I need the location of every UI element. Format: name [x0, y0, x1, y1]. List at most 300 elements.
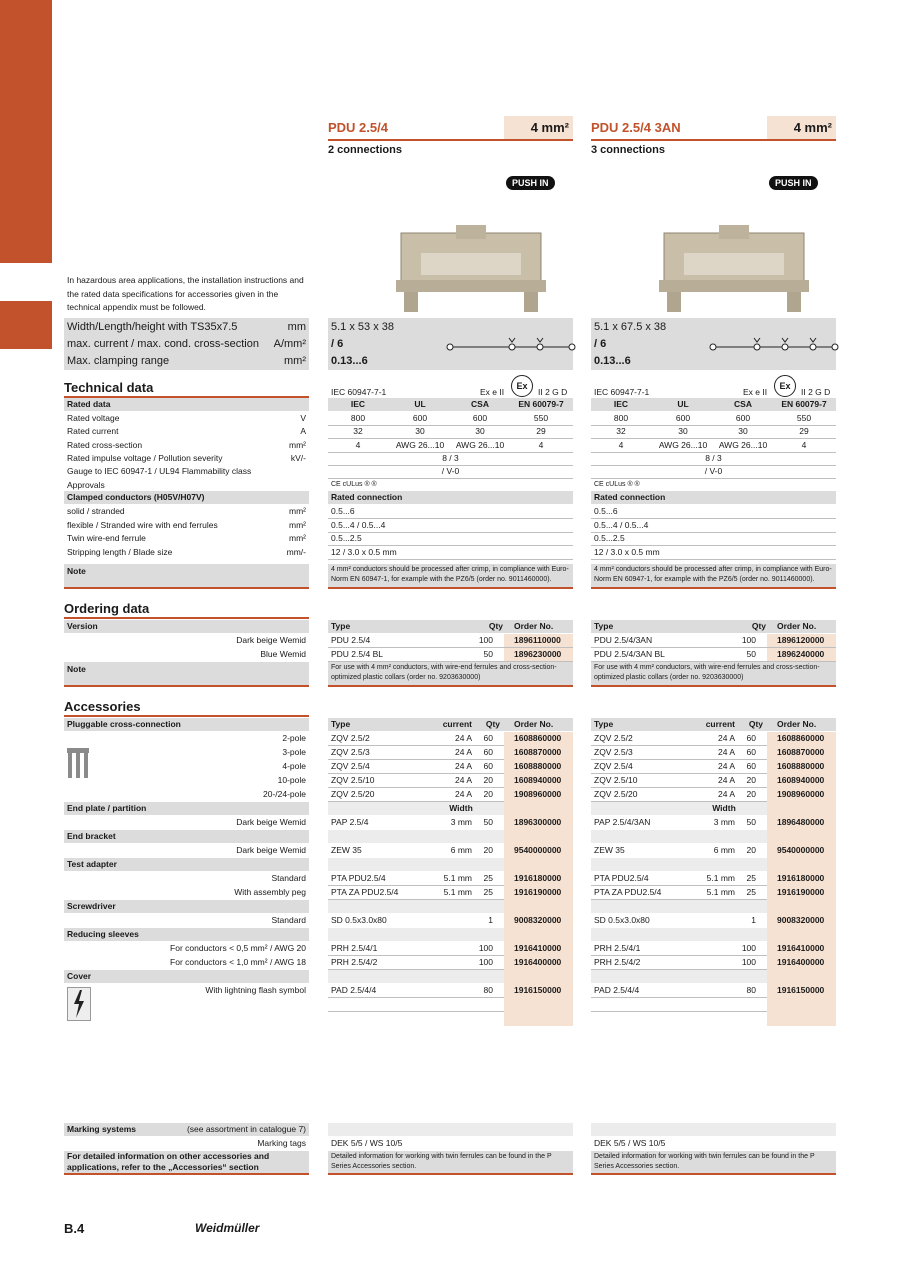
- ordering-col-qty: Qty: [751, 621, 766, 631]
- acc-current: 24 A: [454, 761, 472, 771]
- endplate-order: 1896480000: [777, 817, 825, 827]
- page-number: B.4: [64, 1221, 85, 1236]
- accessory-separator-bg: [591, 830, 767, 843]
- acc-current: 24 A: [717, 761, 735, 771]
- tech-note-text: 4 mm² conductors should be processed after crimp, in compliance with Euro-Norm EN 60947-1, for example with the PZ6/5 (order no. 9011460000).: [331, 566, 569, 583]
- clamped-unit: mm²: [289, 533, 306, 543]
- tech-value: 30: [738, 426, 748, 437]
- clamped-unit: mm²: [289, 519, 306, 530]
- ordering-title-rule: [64, 617, 309, 619]
- sleeve-order: 1916400000: [514, 957, 562, 967]
- ordering-note-rule: [328, 685, 573, 687]
- cover-qty: 80: [746, 985, 756, 995]
- row-separator: [591, 969, 767, 970]
- row-separator: [591, 899, 767, 900]
- sidebar-tab: [0, 0, 52, 263]
- testadapter-qty: 25: [483, 873, 493, 883]
- section-letter: [0, 301, 52, 349]
- version-header-bg: [64, 620, 309, 633]
- tech-value: 30: [678, 426, 688, 437]
- tech-value: 600: [675, 413, 691, 423]
- dims-unit: A/mm²: [273, 338, 306, 350]
- technical-data-title: Technical data: [64, 380, 154, 395]
- pole-label: 4-pole: [282, 761, 306, 771]
- acc-col-type: Type: [331, 719, 351, 729]
- acc-current: 24 A: [454, 775, 472, 785]
- order-number: 1896240000: [777, 649, 825, 659]
- screwdriver-qty: 1: [751, 915, 756, 925]
- endplate-type: PAP 2.5/4: [331, 817, 369, 827]
- cross-connection-pin-icon: [84, 753, 88, 778]
- clamped-value: 0.5...2.5: [331, 533, 362, 543]
- approval-marks: CE cULus ® ®: [331, 481, 377, 488]
- sleeve-order: 1916410000: [514, 943, 562, 953]
- tech-value: 29: [799, 426, 809, 437]
- tech-row-unit: V: [300, 413, 306, 423]
- pole-label: 10-pole: [277, 775, 306, 785]
- accessory-separator-bg: [328, 928, 504, 941]
- row-separator: [591, 559, 836, 560]
- dims-value: 5.1 x 67.5 x 38: [594, 321, 667, 333]
- tech-value: 600: [472, 413, 488, 423]
- tech-note-label: Note: [67, 566, 86, 576]
- marking-rule: [64, 1173, 309, 1175]
- tech-value: 30: [475, 426, 485, 437]
- cover-type: PAD 2.5/4/4: [331, 985, 377, 995]
- clamped-value: 0.5...4 / 0.5...4: [594, 519, 649, 530]
- testadapter-order: 1916180000: [514, 873, 562, 883]
- ex-symbol-icon: Ex: [511, 375, 533, 397]
- accessory-section-label: End plate / partition: [67, 803, 147, 813]
- sleeve-qty: 100: [478, 943, 493, 953]
- acc-qty: 60: [746, 733, 756, 743]
- tech-value: 600: [735, 413, 751, 423]
- testadapter-type: PTA ZA PDU2.5/4: [331, 887, 399, 897]
- tech-value: 800: [613, 413, 629, 423]
- accessory-separator-bg: [591, 970, 767, 983]
- acc-qty: 20: [746, 789, 756, 799]
- tech-value: 550: [533, 413, 549, 423]
- clamped-value: 0.5...6: [331, 506, 355, 516]
- tech-note-label-bg: [64, 564, 309, 587]
- rated-connection-header: Rated connection: [331, 492, 403, 502]
- tech-note-rule: [591, 587, 836, 589]
- acc-col-qty: Qty: [485, 719, 500, 729]
- tech-value: 30: [415, 426, 425, 437]
- push-in-logo: PUSH IN: [769, 176, 818, 190]
- endbracket-type: ZEW 35: [594, 845, 625, 855]
- endplate-width: 3 mm: [713, 817, 735, 827]
- acc-order-number: 1908960000: [514, 789, 562, 799]
- marking-label: Marking systems: [67, 1124, 136, 1134]
- sleeves-desc: For conductors < 0,5 mm² / AWG 20: [170, 943, 306, 953]
- version-name: Blue Wemid: [260, 649, 306, 659]
- row-separator: [591, 1011, 767, 1012]
- tech-value: 600: [412, 413, 428, 423]
- acc-qty: 60: [746, 747, 756, 757]
- order-type: PDU 2.5/4/3AN: [594, 635, 653, 645]
- testadapter-qty: 25: [746, 873, 756, 883]
- endbracket-order: 9540000000: [514, 845, 562, 855]
- sleeve-order: 1916410000: [777, 943, 825, 953]
- acc-order-number: 1608870000: [777, 747, 825, 757]
- acc-col-order: Order No.: [514, 719, 554, 729]
- testadapter-order: 1916190000: [777, 887, 825, 897]
- acc-current: 24 A: [454, 747, 472, 757]
- pole-label: 20-/24-pole: [262, 789, 306, 799]
- acc-current: 24 A: [717, 789, 735, 799]
- endbracket-desc: Dark beige Wemid: [236, 845, 306, 855]
- row-separator: [591, 997, 767, 998]
- accessory-separator-bg: [328, 858, 504, 871]
- acc-qty: 20: [483, 775, 493, 785]
- acc-current: 24 A: [717, 775, 735, 785]
- acc-qty: 60: [483, 761, 493, 771]
- marking-tags-value: DEK 5/5 / WS 10/5: [594, 1138, 666, 1148]
- acc-type: ZQV 2.5/2: [594, 733, 633, 743]
- accessory-separator-bg: [591, 928, 767, 941]
- row-separator: [591, 532, 836, 533]
- endplate-qty: 50: [483, 817, 493, 827]
- clamp-value: 0.13...6: [594, 355, 631, 367]
- tech-row-unit: kV/-: [290, 452, 306, 463]
- order-number: 1896120000: [777, 635, 825, 645]
- standard-label: IEC 60947-7-1: [331, 387, 387, 397]
- detail-text: Detailed information for working with twin ferrules can be found in the P Series Accessories section.: [594, 1153, 815, 1170]
- tech-value: 4: [355, 439, 361, 450]
- tech-row-label: Rated cross-section: [67, 439, 143, 450]
- tech-row-label: Approvals: [67, 479, 105, 490]
- screwdriver-type: SD 0.5x3.0x80: [331, 915, 387, 925]
- tech-value: AWG 26...10: [455, 439, 505, 450]
- marking-bg: [591, 1123, 836, 1136]
- version-name: Dark beige Wemid: [236, 635, 306, 645]
- tech-col-header: CSA: [734, 399, 752, 409]
- acc-order-number: 1608940000: [777, 775, 825, 785]
- tech-row-label: Rated impulse voltage / Pollution severity: [67, 452, 223, 463]
- endplate-qty: 50: [746, 817, 756, 827]
- rated-data-header: Rated data: [67, 399, 111, 409]
- tech-row-label: Rated current: [67, 426, 119, 437]
- tech-col-header: CSA: [471, 399, 489, 409]
- testadapter-width: 5.1 mm: [443, 873, 472, 883]
- tech-note-rule: [64, 587, 309, 589]
- endbracket-width: 6 mm: [713, 845, 735, 855]
- endbracket-width: 6 mm: [450, 845, 472, 855]
- accessory-section-label: End bracket: [67, 831, 116, 841]
- current-value: / 6: [331, 338, 344, 350]
- testadapter-desc: With assembly peg: [234, 887, 306, 897]
- sleeve-qty: 100: [741, 957, 756, 967]
- marking-tags-label: Marking tags: [257, 1138, 306, 1148]
- brand-logo: Weidmüller: [195, 1221, 260, 1235]
- tech-row-label: Rated voltage: [67, 413, 120, 423]
- tech-value: 4: [801, 439, 807, 450]
- clamped-value: 0.5...4 / 0.5...4: [331, 519, 386, 530]
- current-value: / 6: [594, 338, 607, 350]
- tech-row-label: Gauge to IEC 60947-1 / UL94 Flammability class: [67, 466, 252, 477]
- acc-type: ZQV 2.5/20: [331, 789, 375, 799]
- tech-col-header: IEC: [613, 399, 629, 409]
- product-name: PDU 2.5/4: [328, 120, 388, 135]
- marking-rule: [591, 1173, 836, 1175]
- acc-order-number: 1608860000: [514, 733, 562, 743]
- cross-connection-pin-icon: [68, 753, 72, 778]
- accessory-section-label: Screwdriver: [67, 901, 116, 911]
- approval-marks: CE cULus ® ®: [594, 481, 640, 488]
- sleeve-type: PRH 2.5/4/2: [594, 957, 641, 967]
- marking-note: (see assortment in catalogue 7): [186, 1124, 306, 1134]
- push-in-logo: PUSH IN: [506, 176, 555, 190]
- acc-order-number: 1608940000: [514, 775, 562, 785]
- accessory-section-label: Reducing sleeves: [67, 929, 139, 939]
- product-header-rule: [591, 139, 836, 141]
- testadapter-desc: Standard: [271, 873, 306, 883]
- ordering-note-label: Note: [67, 664, 86, 674]
- endplate-order: 1896300000: [514, 817, 562, 827]
- testadapter-type: PTA ZA PDU2.5/4: [594, 887, 662, 897]
- acc-col-type: Type: [594, 719, 614, 729]
- testadapter-order: 1916190000: [514, 887, 562, 897]
- ex-symbol-icon: Ex: [774, 375, 796, 397]
- order-type: PDU 2.5/4: [331, 635, 371, 645]
- tech-col-header: EN 60079-7: [518, 399, 564, 409]
- accessories-title: Accessories: [64, 699, 141, 714]
- order-type: PDU 2.5/4/3AN BL: [594, 649, 665, 659]
- tech-value: AWG 26...10: [395, 439, 445, 450]
- acc-qty: 60: [746, 761, 756, 771]
- acc-order-number: 1608870000: [514, 747, 562, 757]
- clamped-value: 12 / 3.0 x 0.5 mm: [594, 546, 660, 557]
- acc-current: 24 A: [454, 733, 472, 743]
- tech-col-header: IEC: [350, 399, 366, 409]
- testadapter-width: 5.1 mm: [706, 887, 735, 897]
- clamped-value: 12 / 3.0 x 0.5 mm: [331, 546, 397, 557]
- connections-label: 3 connections: [591, 144, 665, 156]
- row-separator: [328, 969, 504, 970]
- order-type: PDU 2.5/4 BL: [331, 649, 383, 659]
- tech-value: 550: [796, 413, 812, 423]
- sleeve-qty: 100: [741, 943, 756, 953]
- dims-value: 5.1 x 53 x 38: [331, 321, 394, 333]
- tech-value: 800: [350, 413, 366, 423]
- sleeve-order: 1916400000: [777, 957, 825, 967]
- order-number: 1896110000: [514, 635, 561, 645]
- acc-col-qty: Qty: [748, 719, 763, 729]
- accessory-separator-bg: [591, 858, 767, 871]
- cover-order: 1916150000: [514, 985, 562, 995]
- ordering-note-label-bg: [64, 662, 309, 685]
- row-separator: [328, 1011, 504, 1012]
- acc-qty: 20: [746, 775, 756, 785]
- tech-value: AWG 26...10: [658, 439, 708, 450]
- width-label: Width: [449, 803, 473, 813]
- clamped-unit: mm/-: [286, 546, 306, 557]
- circuit-symbol-icon: [446, 336, 576, 356]
- terminal-block-image: [396, 225, 546, 315]
- testadapter-qty: 25: [483, 887, 493, 897]
- ex-label: Ex e II: [480, 387, 505, 397]
- acc-col-current: current: [442, 719, 472, 729]
- width-label: Width: [712, 803, 736, 813]
- product-header-rule: [328, 139, 573, 141]
- testadapter-order: 1916180000: [777, 873, 825, 883]
- accessories-title-rule: [64, 715, 309, 717]
- acc-col-order: Order No.: [777, 719, 817, 729]
- sleeve-type: PRH 2.5/4/1: [594, 943, 641, 953]
- ex-class-label: II 2 G D: [538, 387, 568, 397]
- ordering-note-rule: [64, 685, 309, 687]
- detail-text: Detailed information for working with twin ferrules can be found in the P Series Accessories section.: [331, 1153, 552, 1170]
- acc-type: ZQV 2.5/10: [331, 775, 375, 785]
- acc-type: ZQV 2.5/3: [594, 747, 633, 757]
- acc-order-number: 1908960000: [777, 789, 825, 799]
- row-separator: [328, 532, 573, 533]
- endbracket-qty: 20: [746, 845, 756, 855]
- terminal-block-image: [659, 225, 809, 315]
- rated-connection-header: Rated connection: [594, 492, 666, 502]
- acc-current: 24 A: [717, 733, 735, 743]
- acc-type: ZQV 2.5/3: [331, 747, 370, 757]
- accessory-section-label: Cover: [67, 971, 92, 981]
- ordering-note-rule: [591, 685, 836, 687]
- circuit-symbol-icon: [709, 336, 839, 356]
- accessory-separator-bg: [328, 970, 504, 983]
- tech-span-value: 8 / 3: [442, 452, 459, 463]
- tech-note-text: 4 mm² conductors should be processed after crimp, in compliance with Euro-Norm EN 60947-1, for example with the PZ6/5 (order no. 9011460000).: [594, 566, 832, 583]
- acc-qty: 60: [483, 733, 493, 743]
- sleeve-type: PRH 2.5/4/1: [331, 943, 378, 953]
- pole-label: 2-pole: [282, 733, 306, 743]
- acc-order-number: 1608880000: [777, 761, 825, 771]
- tech-value: 4: [618, 439, 624, 450]
- ordering-col-qty: Qty: [488, 621, 503, 631]
- version-label: Version: [67, 621, 98, 631]
- pluggable-label: Pluggable cross-connection: [67, 719, 181, 729]
- screwdriver-qty: 1: [488, 915, 493, 925]
- marking-tags-value: DEK 5/5 / WS 10/5: [331, 1138, 403, 1148]
- ordering-data-title: Ordering data: [64, 601, 150, 616]
- sleeve-qty: 100: [478, 957, 493, 967]
- pole-label: 3-pole: [282, 747, 306, 757]
- screwdriver-type: SD 0.5x3.0x80: [594, 915, 650, 925]
- ordering-col-type: Type: [331, 621, 351, 631]
- accessory-separator-bg: [328, 830, 504, 843]
- endbracket-qty: 20: [483, 845, 493, 855]
- endplate-type: PAP 2.5/4/3AN: [594, 817, 651, 827]
- acc-current: 24 A: [717, 747, 735, 757]
- acc-qty: 20: [483, 789, 493, 799]
- clamped-label: solid / stranded: [67, 506, 125, 516]
- lightning-flash-icon: [67, 987, 91, 1021]
- endbracket-order: 9540000000: [777, 845, 825, 855]
- screwdriver-order: 9008320000: [514, 915, 562, 925]
- ordering-note-text: For use with 4 mm² conductors, with wire-end ferrules and cross-section-optimized plastic collars (order no. 9203630000): [594, 664, 820, 681]
- acc-col-current: current: [705, 719, 735, 729]
- tech-col-header: UL: [414, 399, 426, 409]
- tech-span-value: / V-0: [704, 466, 723, 477]
- acc-current: 24 A: [454, 789, 472, 799]
- clamped-value: 0.5...6: [594, 506, 618, 516]
- detail-label: For detailed information on other accessories and applications, refer to the „Accessories“ section: [67, 1151, 270, 1172]
- acc-type: ZQV 2.5/2: [331, 733, 370, 743]
- tech-value: 32: [616, 426, 626, 437]
- tech-value: 29: [536, 426, 546, 437]
- order-number: 1896230000: [514, 649, 562, 659]
- ordering-col-type: Type: [594, 621, 614, 631]
- accessory-section-label: Test adapter: [67, 859, 117, 869]
- accessory-separator-bg: [591, 900, 767, 913]
- screwdriver-desc: Standard: [271, 915, 306, 925]
- clamped-value: 0.5...2.5: [594, 533, 625, 543]
- product-size: 4 mm²: [530, 120, 569, 135]
- row-separator: [328, 997, 504, 998]
- cover-type: PAD 2.5/4/4: [594, 985, 640, 995]
- acc-type: ZQV 2.5/4: [594, 761, 633, 771]
- clamp-value: 0.13...6: [331, 355, 368, 367]
- screwdriver-order: 9008320000: [777, 915, 825, 925]
- cover-desc: With lightning flash symbol: [205, 985, 306, 995]
- tech-value: 4: [538, 439, 544, 450]
- row-separator: [328, 899, 504, 900]
- ordering-note-text: For use with 4 mm² conductors, with wire-end ferrules and cross-section-optimized plastic collars (order no. 9203630000): [331, 664, 557, 681]
- dims-unit: mm²: [284, 355, 306, 367]
- clamped-header: Clamped conductors (H05V/H07V): [67, 492, 205, 502]
- clamped-label: flexible / Stranded wire with end ferrules: [67, 519, 218, 530]
- order-qty: 50: [746, 649, 756, 659]
- product-name: PDU 2.5/4 3AN: [591, 120, 681, 135]
- endplate-desc: Dark beige Wemid: [236, 817, 306, 827]
- endbracket-type: ZEW 35: [331, 845, 362, 855]
- accessory-section-bg: [64, 970, 309, 983]
- tech-span-value: 8 / 3: [705, 452, 722, 463]
- standard-label: IEC 60947-7-1: [594, 387, 650, 397]
- hazard-note: In hazardous area applications, the installation instructions and the rated data specifications for accessories given in the technical appendix must be followed.: [67, 275, 304, 312]
- testadapter-width: 5.1 mm: [443, 887, 472, 897]
- marking-rule: [328, 1173, 573, 1175]
- tech-col-header: UL: [677, 399, 689, 409]
- order-qty: 50: [483, 649, 493, 659]
- sleeves-desc: For conductors < 1,0 mm² / AWG 18: [170, 957, 306, 967]
- cover-order: 1916150000: [777, 985, 825, 995]
- dims-label: Max. clamping range: [67, 355, 170, 367]
- ordering-col-order: Order No.: [777, 621, 817, 631]
- testadapter-qty: 25: [746, 887, 756, 897]
- tech-span-value: / V-0: [441, 466, 460, 477]
- dims-label: max. current / max. cond. cross-section: [67, 338, 259, 350]
- ex-class-label: II 2 G D: [801, 387, 831, 397]
- sleeve-type: PRH 2.5/4/2: [331, 957, 378, 967]
- order-qty: 100: [478, 635, 493, 645]
- acc-order-number: 1608860000: [777, 733, 825, 743]
- ordering-col-order: Order No.: [514, 621, 554, 631]
- order-qty: 100: [741, 635, 756, 645]
- dims-label: Width/Length/height with TS35x7.5: [67, 321, 238, 333]
- accessory-separator-bg: [328, 900, 504, 913]
- tech-value: AWG 26...10: [718, 439, 768, 450]
- acc-type: ZQV 2.5/4: [331, 761, 370, 771]
- tech-row-unit: A: [300, 426, 306, 437]
- tech-row-unit: mm²: [289, 439, 306, 450]
- cover-qty: 80: [483, 985, 493, 995]
- marking-bg: [328, 1123, 573, 1136]
- dims-unit: mm: [287, 321, 306, 333]
- testadapter-type: PTA PDU2.5/4: [331, 873, 386, 883]
- acc-qty: 60: [483, 747, 493, 757]
- tech-value: 32: [353, 426, 363, 437]
- testadapter-type: PTA PDU2.5/4: [594, 873, 649, 883]
- connections-label: 2 connections: [328, 144, 402, 156]
